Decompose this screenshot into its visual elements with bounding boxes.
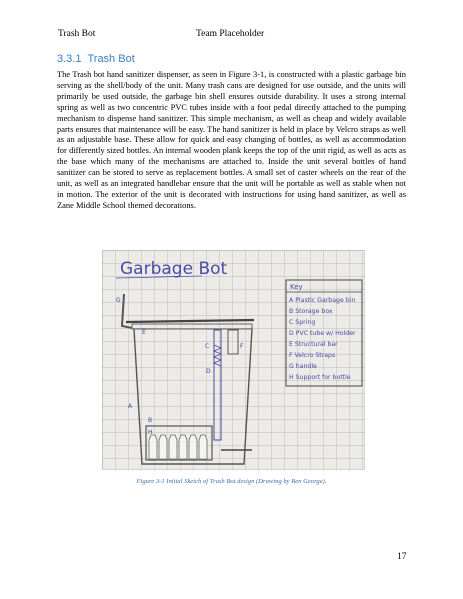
body-paragraph: The Trash bot hand sanitizer dispenser, as seen in Figure 3-1, is constructed with a plastic garbage bin serving as the shell/body of the unit. Many trash cans are designed for use outside, and the units will primarily be used outside, the garbage bin shell ensures outside durability. It uses a strong internal spring as well as two concentric PVC tubes inside with a foot pedal directly attached to the pumping mechanism to dispense hand sanitizer. This simple mechanism, as well as cheap and widely available parts ensures that maintenance will be easy. The hand sanitizer is held in place by Velcro straps as well as an adjustable base. These allow for quick and easy changing of bottles, as well as accommodation for differently sized bottles. An internal wooden plank keeps the top of the unit rigid, as well as acts as the base which many of the mechanisms are attached to. Inside the unit several bottles of hand sanitizer can be stored to serve as replacement bottles. A small set of caster wheels on the rear of the unit, as well as an integrated handlebar ensure that the unit will be portable as well as stable when not in motion. The exterior of the unit is decorated with instructions for using hand sanitizer, as well as Zane Middle School themed decorations.: [57, 69, 406, 210]
callout-h: H: [148, 429, 153, 436]
key-item: E Structural bar: [289, 341, 338, 348]
callout-b: B: [148, 417, 153, 424]
figure-caption: Figure 3-1 Initial Sketch of Trash Bot design (Drawing by Ben George).: [136, 478, 327, 485]
figure-sketch: [102, 250, 365, 470]
key-item: A Plastic Garbage bin: [289, 297, 356, 304]
section-heading: [57, 53, 135, 65]
key-item: G handle: [289, 363, 317, 370]
key-item: H Support for bottle: [289, 374, 351, 381]
key-item: F Velcro Straps: [289, 352, 336, 359]
page-number: 17: [397, 552, 407, 562]
callout-e: E: [142, 329, 146, 336]
key-item: C Spring: [289, 319, 316, 326]
graph-paper-grid: [102, 250, 365, 470]
key-item: B Storage box: [289, 308, 333, 315]
running-header-center: Team Placeholder: [196, 29, 265, 39]
section-number: 3.3.1: [57, 53, 82, 65]
callout-c: C: [205, 343, 210, 350]
callout-g: G: [116, 297, 121, 304]
section-title: Trash Bot: [87, 53, 135, 65]
callout-f: F: [240, 343, 244, 350]
sketch-title: Garbage Bot: [120, 259, 228, 279]
callout-a: A: [128, 403, 133, 410]
key-heading: Key: [290, 283, 303, 291]
running-header-left: Trash Bot: [58, 29, 96, 39]
key-item: D PVC tube w/ Holder: [289, 330, 356, 337]
sketch-drawing: [102, 250, 365, 470]
callout-d: D: [206, 368, 211, 375]
